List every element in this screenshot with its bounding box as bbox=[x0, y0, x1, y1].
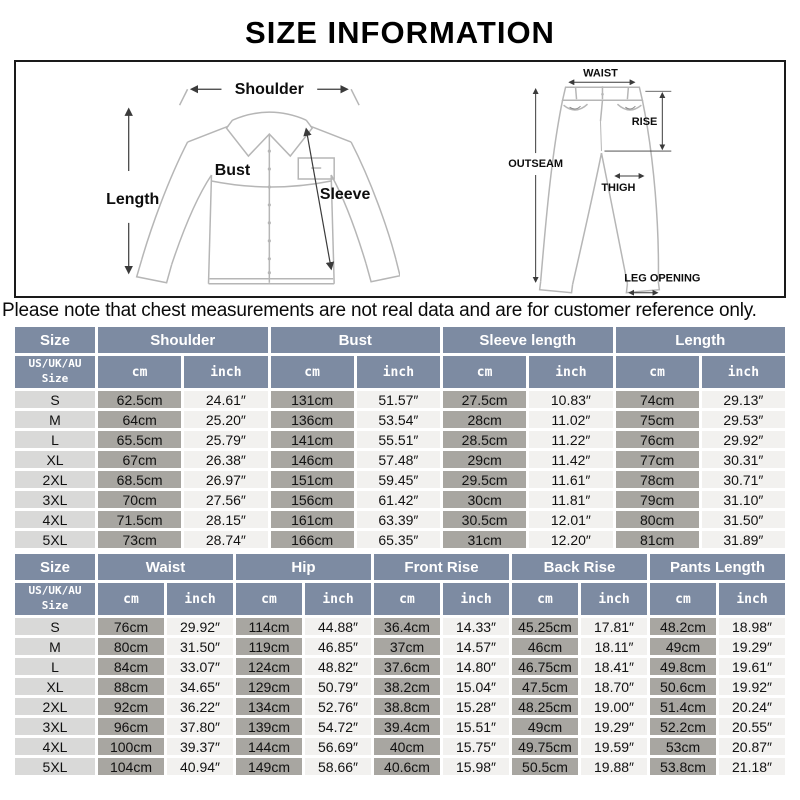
inch-value-cell: 20.87″ bbox=[719, 738, 785, 755]
size-label-cell: 5XL bbox=[15, 758, 95, 775]
cm-value-cell: 136cm bbox=[271, 411, 354, 428]
cm-value-cell: 64cm bbox=[98, 411, 181, 428]
inch-value-cell: 11.22″ bbox=[529, 431, 612, 448]
cm-value-cell: 129cm bbox=[236, 678, 302, 695]
cm-value-cell: 49.75cm bbox=[512, 738, 578, 755]
size-label-cell: 2XL bbox=[15, 471, 95, 488]
inch-value-cell: 59.45″ bbox=[357, 471, 440, 488]
inch-value-cell: 15.75″ bbox=[443, 738, 509, 755]
shirt-illustration bbox=[16, 62, 400, 296]
cm-value-cell: 46.75cm bbox=[512, 658, 578, 675]
unit-header: inch bbox=[581, 583, 647, 615]
unit-header: inch bbox=[529, 356, 612, 388]
inch-value-cell: 31.50″ bbox=[702, 511, 785, 528]
size-label-cell: M bbox=[15, 638, 95, 655]
unit-header: cm bbox=[271, 356, 354, 388]
unit-header: cm bbox=[443, 356, 526, 388]
cm-value-cell: 114cm bbox=[236, 618, 302, 635]
cm-value-cell: 78cm bbox=[616, 471, 699, 488]
inch-value-cell: 11.81″ bbox=[529, 491, 612, 508]
pants-diagram bbox=[400, 62, 784, 296]
inch-value-cell: 57.48″ bbox=[357, 451, 440, 468]
rise-label: RISE bbox=[631, 116, 658, 129]
inch-value-cell: 14.80″ bbox=[443, 658, 509, 675]
inch-value-cell: 51.57″ bbox=[357, 391, 440, 408]
cm-value-cell: 144cm bbox=[236, 738, 302, 755]
size-column-header: Size bbox=[15, 554, 95, 580]
inch-value-cell: 30.71″ bbox=[702, 471, 785, 488]
table-row bbox=[15, 678, 785, 695]
inch-value-cell: 40.94″ bbox=[167, 758, 233, 775]
size-label-cell: L bbox=[15, 658, 95, 675]
inch-value-cell: 10.83″ bbox=[529, 391, 612, 408]
size-label-cell: 3XL bbox=[15, 718, 95, 735]
table-row bbox=[15, 718, 785, 735]
size-label-cell: 4XL bbox=[15, 511, 95, 528]
inch-value-cell: 25.20″ bbox=[184, 411, 267, 428]
measurement-group-header: Shoulder bbox=[98, 327, 268, 353]
size-column-header: Size bbox=[15, 327, 95, 353]
measurement-group-header: Bust bbox=[271, 327, 441, 353]
table-row bbox=[15, 758, 785, 775]
unit-header: cm bbox=[236, 583, 302, 615]
unit-header: inch bbox=[443, 583, 509, 615]
shirt-size-table bbox=[12, 324, 788, 551]
measurement-group-header: Front Rise bbox=[374, 554, 509, 580]
size-label-cell: L bbox=[15, 431, 95, 448]
cm-value-cell: 49.8cm bbox=[650, 658, 716, 675]
shirt-diagram bbox=[16, 62, 400, 296]
cm-value-cell: 79cm bbox=[616, 491, 699, 508]
table-header-row bbox=[15, 327, 785, 353]
inch-value-cell: 15.28″ bbox=[443, 698, 509, 715]
cm-value-cell: 50.6cm bbox=[650, 678, 716, 695]
cm-value-cell: 104cm bbox=[98, 758, 164, 775]
inch-value-cell: 50.79″ bbox=[305, 678, 371, 695]
inch-value-cell: 61.42″ bbox=[357, 491, 440, 508]
cm-value-cell: 40cm bbox=[374, 738, 440, 755]
table-row bbox=[15, 738, 785, 755]
cm-value-cell: 50.5cm bbox=[512, 758, 578, 775]
table-row bbox=[15, 531, 785, 548]
inch-value-cell: 11.42″ bbox=[529, 451, 612, 468]
page-title: SIZE INFORMATION bbox=[245, 15, 555, 50]
cm-value-cell: 146cm bbox=[271, 451, 354, 468]
table-row bbox=[15, 471, 785, 488]
inch-value-cell: 31.50″ bbox=[167, 638, 233, 655]
cm-value-cell: 53cm bbox=[650, 738, 716, 755]
outseam-label: OUTSEAM bbox=[508, 158, 564, 171]
cm-value-cell: 96cm bbox=[98, 718, 164, 735]
cm-value-cell: 47.5cm bbox=[512, 678, 578, 695]
inch-value-cell: 26.38″ bbox=[184, 451, 267, 468]
inch-value-cell: 19.00″ bbox=[581, 698, 647, 715]
cm-value-cell: 77cm bbox=[616, 451, 699, 468]
size-system-header: US/UK/AU Size bbox=[15, 356, 95, 388]
inch-value-cell: 12.20″ bbox=[529, 531, 612, 548]
unit-header: inch bbox=[357, 356, 440, 388]
size-label-cell: S bbox=[15, 618, 95, 635]
cm-value-cell: 39.4cm bbox=[374, 718, 440, 735]
inch-value-cell: 19.29″ bbox=[719, 638, 785, 655]
inch-value-cell: 18.41″ bbox=[581, 658, 647, 675]
unit-header: cm bbox=[512, 583, 578, 615]
unit-header: inch bbox=[702, 356, 785, 388]
inch-value-cell: 19.59″ bbox=[581, 738, 647, 755]
cm-value-cell: 29cm bbox=[443, 451, 526, 468]
shirt-dimension-arrows bbox=[129, 89, 347, 273]
cm-value-cell: 45.25cm bbox=[512, 618, 578, 635]
inch-value-cell: 56.69″ bbox=[305, 738, 371, 755]
cm-value-cell: 49cm bbox=[650, 638, 716, 655]
cm-value-cell: 30.5cm bbox=[443, 511, 526, 528]
cm-value-cell: 131cm bbox=[271, 391, 354, 408]
inch-value-cell: 21.18″ bbox=[719, 758, 785, 775]
cm-value-cell: 75cm bbox=[616, 411, 699, 428]
table-row bbox=[15, 618, 785, 635]
inch-value-cell: 12.01″ bbox=[529, 511, 612, 528]
unit-header: cm bbox=[98, 583, 164, 615]
cm-value-cell: 67cm bbox=[98, 451, 181, 468]
cm-value-cell: 139cm bbox=[236, 718, 302, 735]
inch-value-cell: 20.55″ bbox=[719, 718, 785, 735]
measurement-group-header: Hip bbox=[236, 554, 371, 580]
cm-value-cell: 149cm bbox=[236, 758, 302, 775]
inch-value-cell: 14.57″ bbox=[443, 638, 509, 655]
cm-value-cell: 28cm bbox=[443, 411, 526, 428]
cm-value-cell: 38.2cm bbox=[374, 678, 440, 695]
cm-value-cell: 51.4cm bbox=[650, 698, 716, 715]
inch-value-cell: 36.22″ bbox=[167, 698, 233, 715]
inch-value-cell: 29.53″ bbox=[702, 411, 785, 428]
sleeve-label: Sleeve bbox=[319, 185, 371, 203]
inch-value-cell: 58.66″ bbox=[305, 758, 371, 775]
cm-value-cell: 68.5cm bbox=[98, 471, 181, 488]
inch-value-cell: 33.07″ bbox=[167, 658, 233, 675]
cm-value-cell: 141cm bbox=[271, 431, 354, 448]
inch-value-cell: 31.89″ bbox=[702, 531, 785, 548]
cm-value-cell: 36.4cm bbox=[374, 618, 440, 635]
cm-value-cell: 30cm bbox=[443, 491, 526, 508]
cm-value-cell: 81cm bbox=[616, 531, 699, 548]
inch-value-cell: 19.61″ bbox=[719, 658, 785, 675]
size-label-cell: 2XL bbox=[15, 698, 95, 715]
inch-value-cell: 18.98″ bbox=[719, 618, 785, 635]
cm-value-cell: 134cm bbox=[236, 698, 302, 715]
table-row bbox=[15, 658, 785, 675]
size-label-cell: 4XL bbox=[15, 738, 95, 755]
measurement-diagram-box bbox=[14, 60, 786, 298]
inch-value-cell: 44.88″ bbox=[305, 618, 371, 635]
cm-value-cell: 80cm bbox=[616, 511, 699, 528]
inch-value-cell: 15.04″ bbox=[443, 678, 509, 695]
cm-value-cell: 48.2cm bbox=[650, 618, 716, 635]
table-row bbox=[15, 431, 785, 448]
cm-value-cell: 27.5cm bbox=[443, 391, 526, 408]
unit-header: cm bbox=[616, 356, 699, 388]
size-label-cell: XL bbox=[15, 678, 95, 695]
inch-value-cell: 19.29″ bbox=[581, 718, 647, 735]
cm-value-cell: 37cm bbox=[374, 638, 440, 655]
measurement-group-header: Pants Length bbox=[650, 554, 785, 580]
cm-value-cell: 70cm bbox=[98, 491, 181, 508]
table-row bbox=[15, 391, 785, 408]
cm-value-cell: 76cm bbox=[616, 431, 699, 448]
cm-value-cell: 73cm bbox=[98, 531, 181, 548]
cm-value-cell: 100cm bbox=[98, 738, 164, 755]
length-label: Length bbox=[106, 190, 160, 208]
size-label-cell: 5XL bbox=[15, 531, 95, 548]
cm-value-cell: 71.5cm bbox=[98, 511, 181, 528]
inch-value-cell: 54.72″ bbox=[305, 718, 371, 735]
inch-value-cell: 18.11″ bbox=[581, 638, 647, 655]
thigh-label: THIGH bbox=[601, 181, 636, 194]
unit-header: inch bbox=[184, 356, 267, 388]
cm-value-cell: 48.25cm bbox=[512, 698, 578, 715]
cm-value-cell: 29.5cm bbox=[443, 471, 526, 488]
inch-value-cell: 52.76″ bbox=[305, 698, 371, 715]
cm-value-cell: 40.6cm bbox=[374, 758, 440, 775]
cm-value-cell: 65.5cm bbox=[98, 431, 181, 448]
cm-value-cell: 124cm bbox=[236, 658, 302, 675]
cm-value-cell: 88cm bbox=[98, 678, 164, 695]
inch-value-cell: 11.61″ bbox=[529, 471, 612, 488]
inch-value-cell: 55.51″ bbox=[357, 431, 440, 448]
table-row bbox=[15, 411, 785, 428]
inch-value-cell: 37.80″ bbox=[167, 718, 233, 735]
unit-header: inch bbox=[305, 583, 371, 615]
cm-value-cell: 151cm bbox=[271, 471, 354, 488]
pants-size-table bbox=[12, 551, 788, 778]
inch-value-cell: 34.65″ bbox=[167, 678, 233, 695]
cm-value-cell: 92cm bbox=[98, 698, 164, 715]
inch-value-cell: 25.79″ bbox=[184, 431, 267, 448]
cm-value-cell: 161cm bbox=[271, 511, 354, 528]
size-system-header: US/UK/AU Size bbox=[15, 583, 95, 615]
cm-value-cell: 62.5cm bbox=[98, 391, 181, 408]
table-header-row bbox=[15, 554, 785, 580]
inch-value-cell: 39.37″ bbox=[167, 738, 233, 755]
table-row bbox=[15, 511, 785, 528]
inch-value-cell: 65.35″ bbox=[357, 531, 440, 548]
leg-opening-label: LEG OPENING bbox=[624, 272, 701, 285]
table-row bbox=[15, 698, 785, 715]
size-label-cell: 3XL bbox=[15, 491, 95, 508]
inch-value-cell: 27.56″ bbox=[184, 491, 267, 508]
unit-header: inch bbox=[167, 583, 233, 615]
bust-label: Bust bbox=[214, 162, 251, 180]
inch-value-cell: 46.85″ bbox=[305, 638, 371, 655]
unit-header: cm bbox=[650, 583, 716, 615]
inch-value-cell: 63.39″ bbox=[357, 511, 440, 528]
note-text: Please note that chest measurements are not real data and are for customer reference only. bbox=[2, 300, 757, 321]
size-label-cell: M bbox=[15, 411, 95, 428]
inch-value-cell: 31.10″ bbox=[702, 491, 785, 508]
cm-value-cell: 37.6cm bbox=[374, 658, 440, 675]
inch-value-cell: 19.88″ bbox=[581, 758, 647, 775]
inch-value-cell: 19.92″ bbox=[719, 678, 785, 695]
cm-value-cell: 76cm bbox=[98, 618, 164, 635]
cm-value-cell: 53.8cm bbox=[650, 758, 716, 775]
measurement-group-header: Length bbox=[616, 327, 786, 353]
size-label-cell: XL bbox=[15, 451, 95, 468]
waist-label: WAIST bbox=[583, 67, 618, 80]
table-row bbox=[15, 451, 785, 468]
cm-value-cell: 156cm bbox=[271, 491, 354, 508]
inch-value-cell: 15.98″ bbox=[443, 758, 509, 775]
measurement-group-header: Back Rise bbox=[512, 554, 647, 580]
inch-value-cell: 14.33″ bbox=[443, 618, 509, 635]
unit-header: inch bbox=[719, 583, 785, 615]
inch-value-cell: 20.24″ bbox=[719, 698, 785, 715]
inch-value-cell: 28.74″ bbox=[184, 531, 267, 548]
inch-value-cell: 15.51″ bbox=[443, 718, 509, 735]
unit-header: cm bbox=[374, 583, 440, 615]
table-subheader-row bbox=[15, 583, 785, 615]
cm-value-cell: 49cm bbox=[512, 718, 578, 735]
cm-value-cell: 28.5cm bbox=[443, 431, 526, 448]
cm-value-cell: 119cm bbox=[236, 638, 302, 655]
cm-value-cell: 31cm bbox=[443, 531, 526, 548]
cm-value-cell: 166cm bbox=[271, 531, 354, 548]
inch-value-cell: 30.31″ bbox=[702, 451, 785, 468]
shoulder-label: Shoulder bbox=[234, 81, 304, 99]
unit-header: cm bbox=[98, 356, 181, 388]
inch-value-cell: 28.15″ bbox=[184, 511, 267, 528]
inch-value-cell: 29.13″ bbox=[702, 391, 785, 408]
measurement-group-header: Waist bbox=[98, 554, 233, 580]
inch-value-cell: 29.92″ bbox=[167, 618, 233, 635]
table-row bbox=[15, 491, 785, 508]
pants-button bbox=[601, 93, 604, 96]
cm-value-cell: 38.8cm bbox=[374, 698, 440, 715]
inch-value-cell: 24.61″ bbox=[184, 391, 267, 408]
inch-value-cell: 11.02″ bbox=[529, 411, 612, 428]
cm-value-cell: 52.2cm bbox=[650, 718, 716, 735]
measurement-group-header: Sleeve length bbox=[443, 327, 613, 353]
inch-value-cell: 26.97″ bbox=[184, 471, 267, 488]
inch-value-cell: 29.92″ bbox=[702, 431, 785, 448]
cm-value-cell: 74cm bbox=[616, 391, 699, 408]
cm-value-cell: 84cm bbox=[98, 658, 164, 675]
cm-value-cell: 80cm bbox=[98, 638, 164, 655]
inch-value-cell: 53.54″ bbox=[357, 411, 440, 428]
pants-illustration bbox=[400, 62, 784, 296]
table-row bbox=[15, 638, 785, 655]
cm-value-cell: 46cm bbox=[512, 638, 578, 655]
inch-value-cell: 18.70″ bbox=[581, 678, 647, 695]
inch-value-cell: 48.82″ bbox=[305, 658, 371, 675]
size-label-cell: S bbox=[15, 391, 95, 408]
inch-value-cell: 17.81″ bbox=[581, 618, 647, 635]
table-subheader-row bbox=[15, 356, 785, 388]
